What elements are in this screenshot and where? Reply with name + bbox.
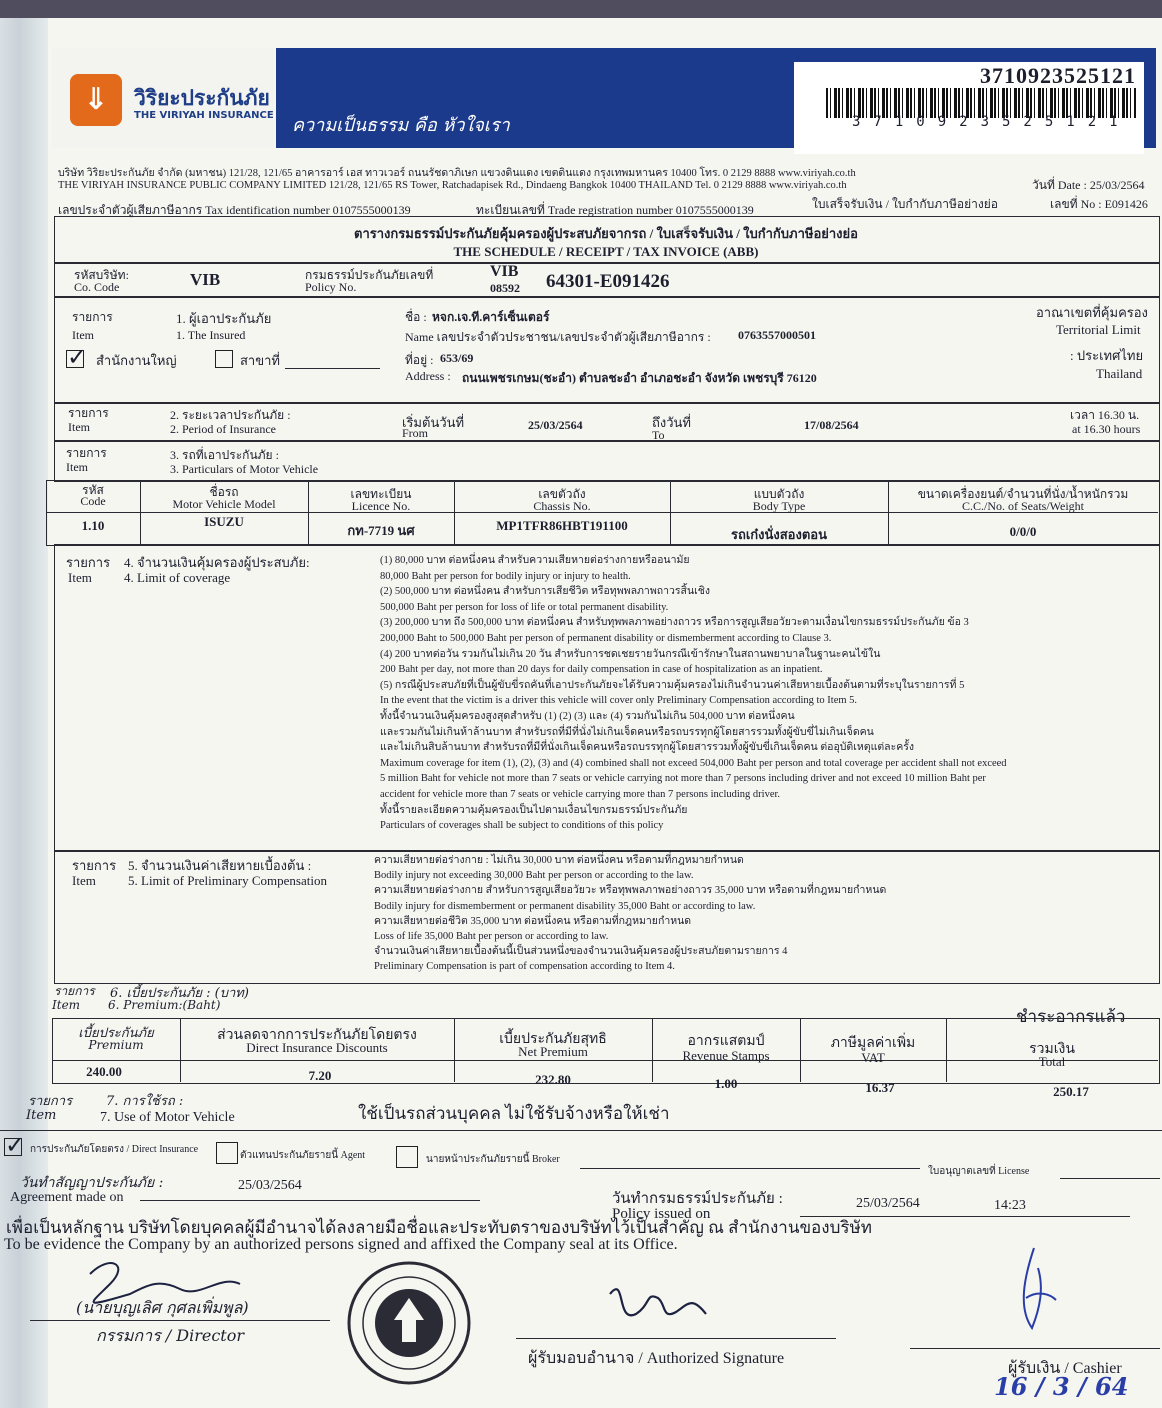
item-label: รายการ — [68, 406, 109, 420]
total-value: 250.17 — [1053, 1084, 1089, 1099]
text-line: จำนวนเงินค่าเสียหายเบื้องต้นนี้เป็นส่วนหนึ่งของจำนวนเงินคุ้มครองผู้ประสบภัยตามรายการ 4 — [374, 946, 788, 958]
text-line: Maximum coverage for item (1), (2), (3) and (4) combined shall not exceed 504,000 Baht per person and total coverage per accident shall not exceed — [380, 757, 1007, 769]
barcode-digits: 3710923525121 — [852, 114, 1131, 130]
col-cc-en: C.C./No. of Seats/Weight — [961, 499, 1085, 513]
address-number: 653/69 — [440, 351, 474, 365]
text-line: 500,000 Baht per person for loss of life or total permanent disability. — [380, 601, 669, 613]
vehicle-cc: 0/0/0 — [1009, 524, 1037, 539]
hq-label: สำนักงานใหญ่ — [96, 353, 177, 368]
col-licence-en: Licence No. — [351, 499, 411, 513]
cashier-label: ผู้รับเงิน / Cashier — [1008, 1360, 1122, 1377]
authorized-signature-icon — [596, 1274, 716, 1334]
text-line: (1) 80,000 บาท ต่อหนึ่งคน สำหรับความเสียหายต่อร่างกายหรืออนามัย — [380, 555, 690, 566]
col-discount-en: Direct Insurance Discounts — [246, 1040, 388, 1055]
use-value: ใช้เป็นรถส่วนบุคคล ไม่ใช้รับจ้างหรือให้เช่า — [358, 1104, 670, 1123]
vehicle-model: ISUZU — [204, 514, 244, 529]
premium-value: 240.00 — [86, 1064, 122, 1079]
preliminary-text — [374, 853, 1144, 975]
use-label-th: 7. การใช้รถ : — [106, 1094, 184, 1109]
col-cc-th: ขนาดเครื่องยนต์/จำนวนที่นั่ง/น้ำหนักรวม — [917, 487, 1129, 501]
col-total-th: รวมเงิน — [1029, 1042, 1075, 1057]
from-label-en: From — [402, 426, 429, 440]
authorized-label: ผู้รับมอบอำนาจ / Authorized Signature — [528, 1350, 785, 1367]
insured-name: หจก.เจ.ที.คาร์เซ็นเตอร์ — [432, 310, 550, 324]
text-line: (2) 500,000 บาท ต่อหนึ่งคน สำหรับการเสียชีวิต หรือทุพพลภาพถาวรสิ้นเชิง — [380, 586, 710, 598]
to-label-en: To — [652, 428, 665, 442]
receipt-label: ใบเสร็จรับเงิน / ใบกำกับภาษีอย่างย่อ — [812, 197, 998, 211]
territory-value-th: : ประเทศไทย — [1070, 348, 1144, 363]
address-label-en: Address : — [405, 369, 451, 383]
item-label: รายการ — [28, 1094, 73, 1109]
col-vat-th: ภาษีมูลค่าเพิ่ม — [830, 1036, 916, 1051]
territory-label-th: อาณาเขตที่คุ้มครอง — [1036, 305, 1148, 320]
territory-value-en: Thailand — [1096, 366, 1143, 381]
period-time-en: at 16.30 hours — [1072, 422, 1141, 436]
co-code-label-th: รหัสบริษัท: — [74, 268, 129, 282]
col-net-en: Net Premium — [518, 1044, 588, 1059]
col-code-en: Code — [80, 494, 106, 508]
policy-no-label-th: กรมธรรม์ประกันภัยเลขที่ — [305, 268, 434, 282]
text-line: Particulars of coverages shall be subject to conditions of this policy — [380, 820, 664, 832]
preliminary-label-th: 5. จำนวนเงินค่าเสียหายเบื้องต้น : — [128, 858, 312, 873]
agent-label: ตัวแทนประกันภัยรายนี้ Agent — [240, 1150, 366, 1161]
item-label: รายการ — [66, 446, 107, 460]
text-line: Preliminary Compensation is part of compensation according to Item 4. — [374, 961, 675, 973]
vat-value: 16.37 — [865, 1080, 895, 1095]
title-th: ตารางกรมธรรม์ประกันภัยคุ้มครองผู้ประสบภัยจากรถ / ใบเสร็จรับเงิน / ใบกำกับภาษีอย่างย่อ — [354, 226, 858, 241]
text-line: ทั้งนี้จำนวนเงินคุ้มครองสูงสุดสำหรับ (1) (2) (3) และ (4) รวมกันไม่เกิน 504,000 บาท ต่อหนึ่งคน — [380, 710, 795, 722]
issued-label-th: วันทำกรมธรรม์ประกันภัย : — [612, 1191, 783, 1207]
issued-label-en: Policy issued on — [612, 1206, 711, 1222]
col-chassis-th: เลขตัวถัง — [538, 487, 586, 501]
viriyah-logo-icon: ⇓ — [70, 74, 122, 126]
policy-prefix-bottom: 08592 — [490, 281, 520, 295]
period-time-th: เวลา 16.30 น. — [1070, 408, 1140, 422]
title-en: THE SCHEDULE / RECEIPT / TAX INVOICE (ABB) — [453, 244, 759, 259]
branch-label: สาขาที่ — [240, 353, 280, 368]
vehicle-code: 1.10 — [81, 518, 105, 533]
vehicle-body-type: รถเก๋งนั่งสองตอน — [731, 527, 827, 542]
issued-date: 25/03/2564 — [856, 1196, 920, 1211]
insured-name-label: ชื่อ : — [405, 310, 427, 324]
col-model-en: Motor Vehicle Model — [172, 497, 276, 511]
license-label: ใบอนุญาตเลขที่ License — [928, 1166, 1030, 1177]
slogan: ความเป็นธรรม คือ หัวใจเรา — [292, 115, 510, 136]
coverage-label-en: 4. Limit of coverage — [124, 570, 231, 585]
period-label-en: 2. Period of Insurance — [170, 422, 276, 436]
col-stamp-th: อากรแสตมป์ — [687, 1034, 765, 1049]
vehicle-licence: กท-7719 นศ — [347, 523, 415, 538]
item-label: Item — [68, 570, 92, 585]
text-line: (3) 200,000 บาท ถึง 500,000 บาท ต่อหนึ่งคน สำหรับทุพพลภาพอย่างถาวร หรือการสูญเสียอวัยวะตามเงื่อนไขกรมธรรม์ประกันภัย ข้อ 3 — [380, 617, 969, 629]
trade-registration: ทะเบียนเลขที่ Trade registration number 0107555000139 — [476, 203, 754, 217]
text-line: Bodily injury not exceeding 30,000 Baht per person or according to the law. — [374, 870, 694, 882]
text-line: (4) 200 บาทต่อวัน รวมกันไม่เกิน 20 วัน สำหรับการชดเชยรายวันกรณีเข้ารักษาในสถานพยาบาลในฐานะคนไข้ใน — [380, 648, 881, 660]
vehicle-label-th: 3. รถที่เอาประกันภัย : — [170, 448, 279, 462]
col-model-th: ชื่อรถ — [209, 485, 239, 499]
tax-id: เลขประจำตัวผู้เสียภาษีอากร Tax identification number 0107555000139 — [58, 203, 411, 217]
item-label: Item — [72, 328, 94, 342]
co-code: VIB — [190, 270, 221, 289]
branch-checkbox[interactable] — [215, 350, 233, 368]
text-line: 200,000 Baht to 500,000 Baht per person of permanent disability or dismemberment according to Clause 3. — [380, 632, 832, 644]
text-line: In the event that the victim is a driver this vehicle will cover only Preliminary Compensation according to Item 5. — [380, 695, 858, 707]
hq-checkbox[interactable]: ✓ — [67, 343, 88, 371]
text-line: และไม่เกินสิบล้านบาท สำหรับรถที่มีที่นั่งเกินเจ็ดคนหรือรถบรรทุกผู้โดยสารรวมทั้งผู้ขับขี่เกินเจ็ดคน ต่ออุบัติเหตุแต่ละครั้ง — [380, 742, 915, 754]
agreement-label-en: Agreement made on — [10, 1190, 124, 1205]
period-label-th: 2. ระยะเวลาประกันภัย : — [170, 408, 291, 422]
premium-label-en: 6. Premium:(Baht) — [108, 998, 221, 1012]
to-label-th: ถึงวันที่ — [652, 415, 691, 430]
insured-label-en: 1. The Insured — [176, 328, 246, 342]
vehicle-chassis: MP1TFR86HBT191100 — [496, 518, 628, 533]
policy-prefix-top: VIB — [490, 263, 519, 280]
item-label: Item — [26, 1108, 57, 1123]
doc-date: วันที่ Date : 25/03/2564 — [1032, 178, 1145, 192]
item-label: รายการ — [54, 984, 95, 998]
cashier-signature-icon — [1004, 1238, 1064, 1348]
item-label: Item — [66, 460, 88, 474]
col-body-en: Body Type — [752, 499, 806, 513]
stamp-value: 1.00 — [714, 1076, 738, 1091]
co-code-label-en: Co. Code — [74, 280, 120, 294]
col-licence-th: เลขทะเบียน — [350, 487, 412, 501]
policy-document — [0, 18, 1162, 1408]
coverage-text — [380, 553, 1140, 834]
col-stamp-en: Revenue Stamps — [682, 1048, 770, 1063]
broker-label: นายหน้าประกันภัยรายนี้ Broker — [426, 1154, 560, 1165]
premium-label-th: 6. เบี้ยประกันภัย : (บาท) — [110, 986, 249, 1001]
director-name: (นายบุญเลิศ กุศลเพิ่มพูล) — [76, 1298, 249, 1317]
company-address-th: บริษัท วิริยะประกันภัย จำกัด (มหาชน) 121/28, 121/65 อาคารอาร์ เอส ทาวเวอร์ ถนนรัชดาภิเษก แขวงดินแดง เขตดินแดง กรุงเทพมหานคร 10400 โทร. 0 2129 8888 www.viriyah.co.th — [58, 168, 856, 179]
handwritten-date: 16 / 3 / 64 — [994, 1372, 1129, 1401]
col-vat-en: VAT — [861, 1050, 885, 1065]
item-label: Item — [52, 998, 81, 1012]
text-line: 5 million Baht for vehicle not more than 7 seats or vehicle carrying not more than 7 persons including driver and not exceed 10 million Baht per — [380, 773, 986, 785]
barcode-number: 3710923525121 — [980, 63, 1136, 88]
agreement-label-th: วันทำสัญญาประกันภัย : — [20, 1175, 164, 1191]
text-line: ทั้งนี้รายละเอียดความคุ้มครองเป็นไปตามเงื่อนไขกรมธรรม์ประกันภัย — [380, 804, 688, 816]
period-to: 17/08/2564 — [804, 418, 859, 432]
text-line: 80,000 Baht per person for bodily injury or injury to health. — [380, 570, 631, 582]
col-chassis-en: Chassis No. — [533, 499, 591, 513]
insured-label-th: 1. ผู้เอาประกันภัย — [176, 311, 272, 326]
net-premium-value: 232.80 — [535, 1072, 571, 1087]
item-label: Item — [72, 873, 96, 888]
col-discount-th: ส่วนลดจากการประกันภัยโดยตรง — [217, 1028, 417, 1043]
branch-blank — [285, 368, 380, 369]
insured-id-label: Name เลขประจำตัวประชาชน/เลขประจำตัวผู้เสียภาษีอากร : — [405, 330, 711, 344]
text-line: Bodily injury for dismemberment or permanent disability 35,000 Baht or according to law. — [374, 900, 756, 912]
direct-label: การประกันภัยโดยตรง / Direct Insurance — [30, 1144, 199, 1155]
vehicle-label-en: 3. Particulars of Motor Vehicle — [170, 462, 319, 476]
text-line: accident for vehicle more than 7 seats or vehicle carrying more than 7 persons including driver. — [380, 788, 781, 800]
use-label-en: 7. Use of Motor Vehicle — [100, 1110, 235, 1125]
stamp-paid-note: ชำระอากรแล้ว — [1016, 1007, 1126, 1026]
text-line: ความเสียหายต่อชีวิต 35,000 บาท ต่อหนึ่งคน หรือตามที่กฎหมายกำหนด — [374, 915, 692, 927]
text-line: และรวมกันไม่เกินห้าล้านบาท สำหรับรถที่มีที่นั่งไม่เกินเจ็ดคนหรือรถบรรทุกผู้โดยสารรวมทั้งผู้ขับขี่ไม่เกินเจ็ดคน — [380, 726, 874, 738]
text-line: ความเสียหายต่อร่างกาย สำหรับการสูญเสียอวัยวะ หรือทุพพลภาพอย่างถาวร 35,000 บาท หรือตามที่กฎหมายกำหนด — [374, 885, 887, 897]
col-premium-en: Premium — [88, 1038, 144, 1052]
company-address-en: THE VIRIYAH INSURANCE PUBLIC COMPANY LIMITED 121/28, 121/65 RS Tower, Ratchadapisek Rd., Dindaeng Bangkok 10400 THAILAND Tel. 0 2129 8888 www.viriyah.co.th — [58, 180, 847, 191]
doc-number: เลขที่ No : E091426 — [1050, 197, 1148, 211]
col-total-en: Total — [1038, 1054, 1066, 1069]
col-code-th: รหัส — [82, 483, 104, 497]
brand-name-en: THE VIRIYAH INSURANCE — [134, 110, 274, 121]
company-seal-icon — [344, 1258, 474, 1388]
policy-number: 64301-E091426 — [546, 271, 670, 292]
text-line: 200 Baht per day, not more than 20 days for daily compensation in case of hospitalization as an inpatient. — [380, 664, 823, 676]
agreement-date: 25/03/2564 — [238, 1178, 302, 1193]
item-label: รายการ — [72, 310, 113, 324]
item-label: รายการ — [66, 555, 111, 570]
evidence-text-th: เพื่อเป็นหลักฐาน บริษัทโดยบุคคลผู้มีอำนาจได้ลงลายมือชื่อและประทับตราของบริษัทไว้เป็นสำคัญ ณ สำนักงานของบริษัท — [6, 1218, 872, 1237]
coverage-label-th: 4. จำนวนเงินคุ้มครองผู้ประสบภัย: — [124, 555, 310, 570]
text-line: (5) กรณีผู้ประสบภัยที่เป็นผู้ขับขี่รถคันที่เอาประกันภัยจะได้รับความคุ้มครองไม่เกินจำนวนค่าเสียหายเบื้องต้นตามที่ระบุในรายการที่ 5 — [380, 679, 965, 691]
direct-checkbox[interactable]: ✓ — [5, 1131, 26, 1159]
policy-no-label-en: Policy No. — [305, 280, 357, 294]
preliminary-label-en: 5. Limit of Preliminary Compensation — [128, 873, 327, 888]
from-label-th: เริ่มต้นวันที่ — [402, 415, 465, 430]
director-title: กรรมการ / Director — [96, 1326, 244, 1345]
issued-time: 14:23 — [994, 1198, 1026, 1213]
address: ถนนเพชรเกษม(ชะอำ) ตำบลชะอำ อำเภอชะอำ จังหวัด เพชรบุรี 76120 — [462, 371, 817, 385]
text-line: Loss of life 35,000 Baht per person or according to law. — [374, 931, 609, 943]
evidence-text-en: To be evidence the Company by an authorized persons signed and affixed the Company seal at its Office. — [4, 1236, 678, 1253]
broker-checkbox[interactable] — [396, 1146, 418, 1168]
insured-id: 0763557000501 — [738, 328, 816, 342]
col-net-th: เบี้ยประกันภัยสุทธิ — [499, 1032, 607, 1047]
territory-label-en: Territorial Limit — [1056, 322, 1141, 337]
item-label: Item — [68, 420, 90, 434]
item-label: รายการ — [72, 858, 117, 873]
period-from: 25/03/2564 — [528, 418, 583, 432]
col-premium-th: เบี้ยประกันภัย — [78, 1026, 154, 1041]
discount-value: 7.20 — [308, 1068, 332, 1083]
agent-checkbox[interactable] — [216, 1142, 238, 1164]
address-label-th: ที่อยู่ : — [405, 353, 434, 367]
text-line: ความเสียหายต่อร่างกาย : ไม่เกิน 30,000 บาท ต่อหนึ่งคน หรือตามที่กฎหมายกำหนด — [374, 855, 744, 866]
col-body-th: แบบตัวถัง — [753, 487, 805, 501]
brand-name-th: วิริยะประกันภัย — [134, 86, 270, 110]
